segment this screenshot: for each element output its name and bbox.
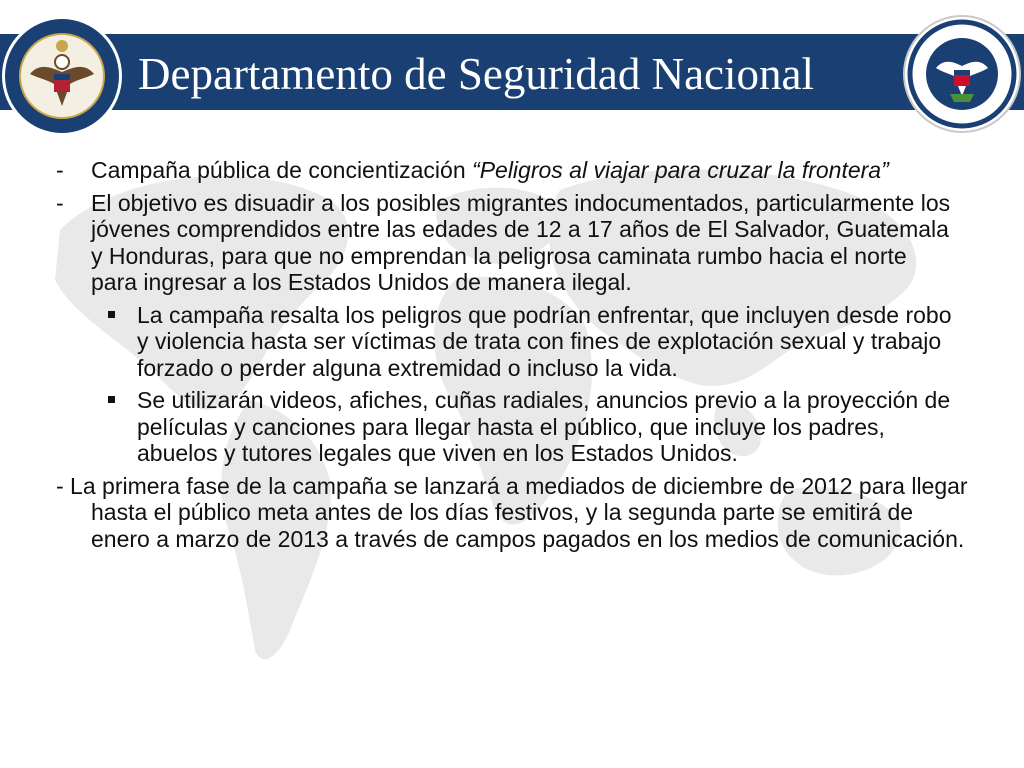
page-title: Departamento de Seguridad Nacional — [138, 49, 814, 99]
sub-bullet-dangers — [0, 302, 1000, 382]
bullet-item-campaign — [0, 157, 1000, 184]
sub-bullet-media — [0, 387, 1000, 467]
bullet-item-objective — [0, 190, 1000, 296]
slide-content — [0, 157, 1000, 558]
bullet-item-phases — [0, 473, 1000, 553]
dash-bullet: - — [56, 189, 64, 216]
department-of-state-seal-icon — [0, 14, 124, 138]
bullet-text: - La primera fase de la campaña se lanzará a mediados de diciembre de 2012 para llegar hasta el público meta antes de los días festivos, y la segunda parte se emitirá de enero a marzo de 2013 a través de campos pagados en los medios de comunicación. — [56, 472, 968, 552]
bullet-text: Campaña pública de concientización “Peligros al viajar para cruzar la frontera” — [91, 157, 889, 183]
homeland-security-seal-icon — [902, 14, 1022, 134]
dash-bullet: - — [56, 157, 64, 183]
sub-bullet-text: La campaña resalta los peligros que podrían enfrentar, que incluyen desde robo y violencia hasta ser víctimas de trata con fines de explotación sexual y trabajo forzado o perder alguna extremidad o incluso la vida. — [137, 301, 952, 381]
bullet-text: El objetivo es disuadir a los posibles migrantes indocumentados, particularmente los jóvenes comprendidos entre las edades de 12 a 17 años de El Salvador, Guatemala y Honduras, para que no emprendan la peligrosa caminata rumbo hacia el norte para ingresar a los Estados Unidos de manera ilegal. — [91, 189, 951, 295]
square-bullet-icon — [108, 396, 115, 403]
sub-bullet-text: Se utilizarán videos, afiches, cuñas radiales, anuncios previo a la proyección de películas y canciones para llegar hasta el público, que incluye los padres, abuelos y tutores legales que viven en los Estados Unidos. — [137, 387, 951, 466]
square-bullet-icon — [108, 311, 115, 318]
campaign-name: “Peligros al viajar para cruzar la frontera” — [472, 157, 889, 183]
